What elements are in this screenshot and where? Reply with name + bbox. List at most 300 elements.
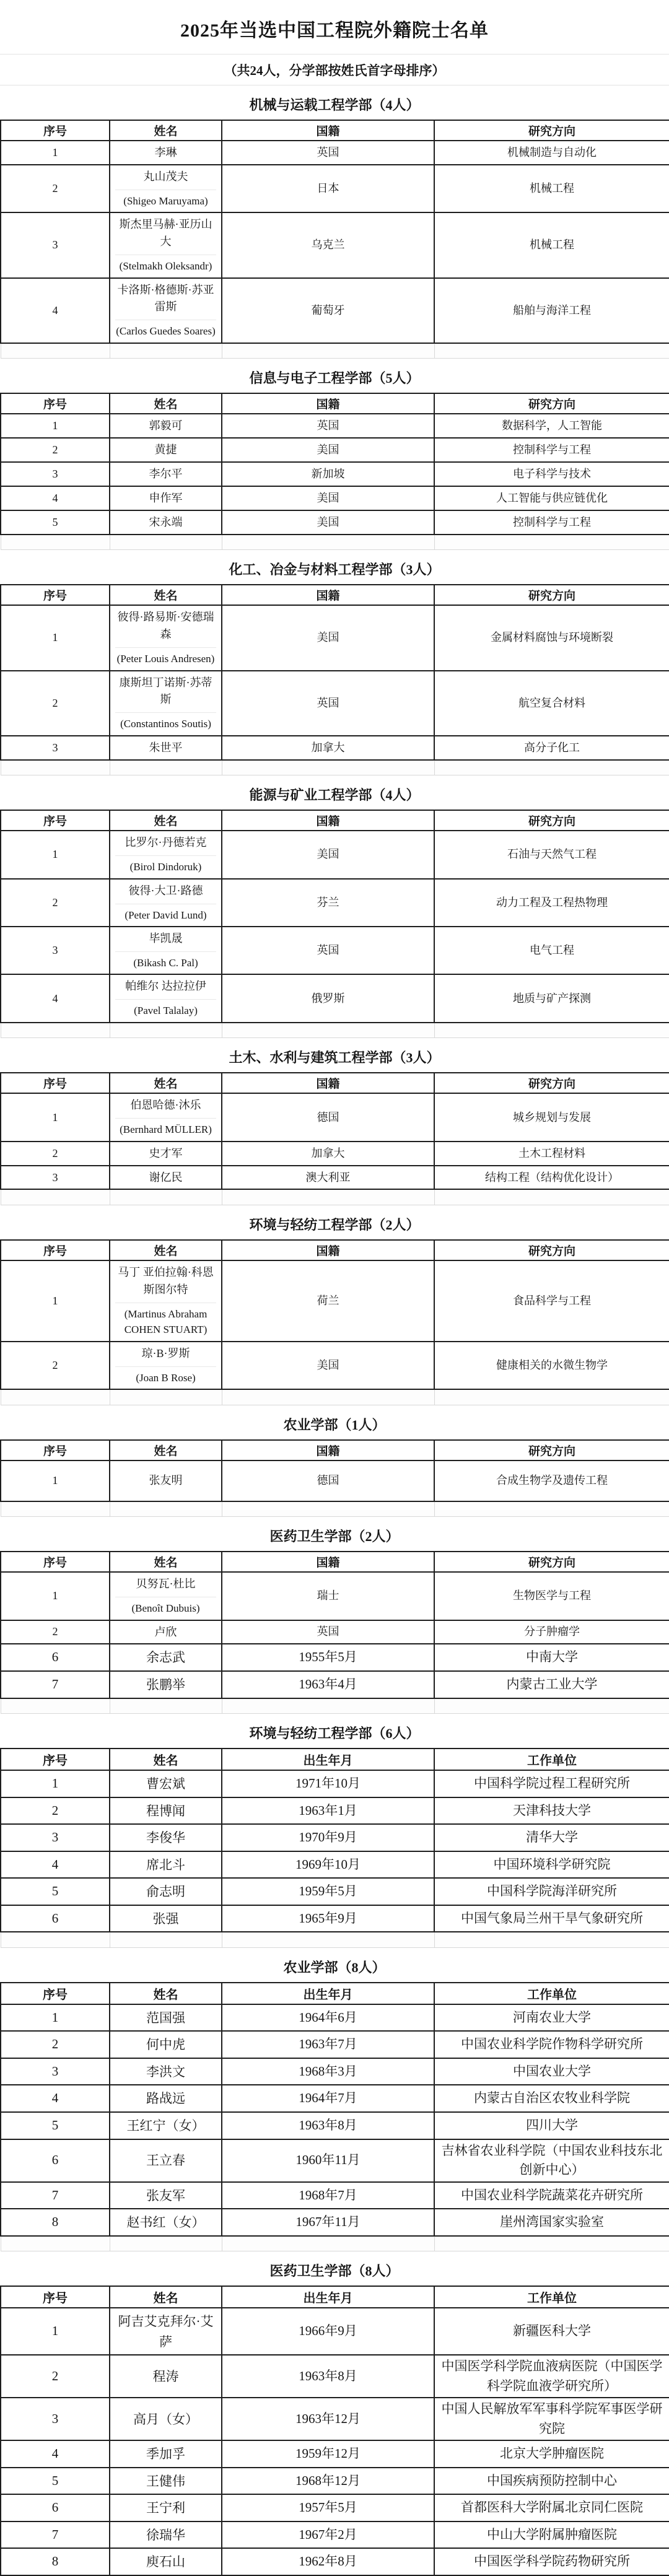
cell-name: [110, 2355, 222, 2398]
name-chinese: 毕凯晟: [115, 928, 216, 952]
name-chinese: 范国强: [146, 2010, 185, 2025]
spacer-cell: [110, 760, 222, 775]
spacer-cell: [1, 1932, 110, 1947]
table-row: [1, 1644, 669, 1671]
cell-nationality: 日本: [222, 165, 434, 212]
cell-birth-date: 1969年10月: [222, 1851, 434, 1879]
table-row: [1, 671, 669, 736]
name-chinese: 张友军: [146, 2188, 185, 2203]
column-header: 研究方向: [434, 393, 669, 414]
cell-serial: 1: [1, 414, 110, 438]
table-row: [1, 414, 669, 438]
header-row: [1, 1440, 669, 1460]
table-row: [1, 736, 669, 760]
cell-serial: 6: [1, 2494, 110, 2521]
cell-work-unit: 中南大学: [434, 1644, 669, 1671]
cell-research-direction: 金属材料腐蚀与环境断裂: [434, 605, 669, 670]
cell-name: [110, 510, 222, 535]
cell-serial: 2: [1, 165, 110, 212]
cell-work-unit: 新疆医科大学: [434, 2308, 669, 2355]
cell-nationality: 新加坡: [222, 462, 434, 486]
cell-work-unit: 中国科学院过程工程研究所: [434, 1770, 669, 1797]
spacer-cell: [434, 1389, 669, 1405]
cell-nationality: 澳大利亚: [222, 1166, 434, 1190]
cell-research-direction: 食品科学与工程: [434, 1260, 669, 1342]
cell-work-unit: 北京大学肿瘤医院: [434, 2440, 669, 2468]
document-title: 2025年当选中国工程院外籍院士名单: [180, 20, 489, 41]
column-header: 序号: [1, 120, 110, 141]
name-chinese: 马丁 亚伯拉翰·科恩斯图尔特: [115, 1262, 216, 1303]
cell-name: [110, 2058, 222, 2085]
header-row: [1, 810, 669, 831]
table-row: [1, 2085, 669, 2112]
table-row: [1, 486, 669, 510]
name-chinese: 彼得·路易斯·安德瑞森: [115, 607, 216, 648]
name-chinese: 张友明: [149, 1474, 183, 1487]
spacer-row: [1, 535, 669, 550]
name-chinese: 谢亿民: [149, 1171, 183, 1184]
table-row: [1, 605, 669, 670]
cell-serial: 2: [1, 671, 110, 736]
cell-work-unit: 中国农业科学院蔬菜花卉研究所: [434, 2182, 669, 2209]
cell-name: [110, 438, 222, 462]
column-header: 研究方向: [434, 1552, 669, 1572]
name-chinese: 路战远: [146, 2091, 185, 2107]
name-english: (Peter Louis Andresen): [116, 653, 215, 665]
table-row: [1, 974, 669, 1022]
name-chinese: 卢欣: [154, 1625, 177, 1638]
roster-table: [0, 2286, 669, 2576]
name-chinese: 曹宏斌: [146, 1776, 185, 1792]
column-header: 序号: [1, 393, 110, 414]
column-header: 序号: [1, 2286, 110, 2308]
cell-birth-date: 1957年5月: [222, 2494, 434, 2521]
cell-name: [110, 1342, 222, 1389]
spacer-row: [1, 343, 669, 359]
spacer-row: [1, 1501, 669, 1517]
name-chinese: 卡洛斯·格德斯·苏亚雷斯: [115, 280, 216, 321]
name-chinese: 丸山茂夫: [115, 167, 216, 190]
column-header: 姓名: [110, 585, 222, 605]
cell-name: [110, 879, 222, 927]
section-title: 医药卫生学部（2人）: [269, 1529, 400, 1545]
cell-research-direction: 电子科学与技术: [434, 462, 669, 486]
cell-birth-date: 1959年12月: [222, 2440, 434, 2468]
column-header: 国籍: [222, 1440, 434, 1460]
table-row: [1, 2112, 669, 2139]
roster-table: [0, 393, 669, 550]
cell-work-unit: 中国疾病预防控制中心: [434, 2468, 669, 2495]
table-row: [1, 1797, 669, 1825]
cell-serial: 1: [1, 605, 110, 670]
name-english: (Bernhard MÜLLER): [120, 1124, 212, 1136]
cell-birth-date: 1968年3月: [222, 2058, 434, 2085]
table-row: [1, 927, 669, 974]
department-section: [0, 1517, 669, 1714]
column-header: 序号: [1, 1552, 110, 1572]
name-chinese: 伯恩哈德·沐乐: [115, 1095, 216, 1119]
cell-research-direction: 电气工程: [434, 927, 669, 974]
spacer-cell: [1, 343, 110, 359]
cell-serial: 3: [1, 462, 110, 486]
column-header: 研究方向: [434, 1073, 669, 1093]
table-row: [1, 1770, 669, 1797]
cell-research-direction: 船舶与海洋工程: [434, 278, 669, 343]
cell-birth-date: 1966年9月: [222, 2308, 434, 2355]
name-chinese: 王宁利: [146, 2500, 185, 2516]
header-row: [1, 2286, 669, 2308]
cell-work-unit: 中国科学院海洋研究所: [434, 1878, 669, 1905]
column-header: 国籍: [222, 810, 434, 831]
cell-serial: 5: [1, 2112, 110, 2139]
header-row: [1, 1749, 669, 1770]
header-row: [1, 393, 669, 414]
cell-serial: 1: [1, 141, 110, 165]
cell-research-direction: 机械制造与自动化: [434, 141, 669, 165]
cell-work-unit: 天津科技大学: [434, 1797, 669, 1825]
department-section: [0, 775, 669, 1038]
spacer-cell: [434, 1698, 669, 1714]
section-title: 农业学部（1人）: [283, 1417, 386, 1433]
spacer-cell: [110, 1189, 222, 1205]
name-chinese: 李琳: [154, 146, 177, 159]
department-section: [0, 1948, 669, 2251]
table-row: [1, 1878, 669, 1905]
cell-name: [110, 671, 222, 736]
name-english: (Stelmakh Oleksandr): [119, 260, 212, 273]
roster-table: [0, 120, 669, 359]
cell-serial: 1: [1, 1460, 110, 1501]
cell-work-unit: 中国人民解放军军事科学院军事医学研究院: [434, 2398, 669, 2440]
cell-name: [110, 165, 222, 212]
column-header: 姓名: [110, 1983, 222, 2004]
name-chinese: 张鹏举: [146, 1677, 185, 1692]
department-section: [0, 1205, 669, 1405]
table-row: [1, 1671, 669, 1698]
column-header: 研究方向: [434, 1240, 669, 1260]
cell-serial: 1: [1, 1260, 110, 1342]
cell-serial: 5: [1, 2468, 110, 2495]
cell-name: [110, 1770, 222, 1797]
cell-name: [110, 1093, 222, 1141]
cell-work-unit: 中国医学科学院药物研究所: [434, 2548, 669, 2575]
cell-research-direction: 土木工程材料: [434, 1142, 669, 1166]
column-header: 姓名: [110, 810, 222, 831]
table-row: [1, 2494, 669, 2521]
table-row: [1, 141, 669, 165]
spacer-cell: [1, 1389, 110, 1405]
section-title: 环境与轻纺工程学部（6人）: [249, 1726, 420, 1742]
name-chinese: 郭毅可: [149, 419, 183, 432]
name-chinese: 张强: [152, 1911, 179, 1926]
sections-container: [0, 85, 669, 2576]
cell-nationality: 美国: [222, 510, 434, 535]
column-header: 序号: [1, 1749, 110, 1770]
name-chinese: 申作军: [149, 492, 183, 505]
cell-nationality: 英国: [222, 671, 434, 736]
name-chinese: 赵书红（女）: [126, 2215, 205, 2230]
name-chinese: 李洪文: [146, 2064, 185, 2079]
spacer-cell: [1, 535, 110, 550]
cell-birth-date: 1963年4月: [222, 1671, 434, 1698]
spacer-cell: [434, 1023, 669, 1038]
cell-serial: 4: [1, 278, 110, 343]
cell-serial: 2: [1, 1620, 110, 1644]
cell-name: [110, 736, 222, 760]
cell-name: [110, 2398, 222, 2440]
spacer-cell: [110, 1501, 222, 1517]
column-header: 姓名: [110, 1073, 222, 1093]
cell-work-unit: 吉林省农业科学院（中国农业科技东北创新中心）: [434, 2139, 669, 2182]
cell-nationality: 美国: [222, 605, 434, 670]
table-row: [1, 2004, 669, 2032]
cell-serial: 6: [1, 1644, 110, 1671]
cell-serial: 6: [1, 1905, 110, 1932]
spacer-row: [1, 1389, 669, 1405]
cell-serial: 7: [1, 2521, 110, 2549]
cell-name: [110, 141, 222, 165]
cell-name: [110, 1671, 222, 1698]
cell-research-direction: 合成生物学及遗传工程: [434, 1460, 669, 1501]
name-english: (Peter David Lund): [125, 909, 207, 921]
table-row: [1, 462, 669, 486]
spacer-cell: [222, 343, 434, 359]
name-chinese: 程涛: [152, 2369, 179, 2384]
cell-birth-date: 1971年10月: [222, 1770, 434, 1797]
name-chinese: 琼·B·罗斯: [115, 1343, 216, 1367]
cell-serial: 4: [1, 2085, 110, 2112]
cell-serial: 6: [1, 2139, 110, 2182]
cell-work-unit: 中山大学附属肿瘤医院: [434, 2521, 669, 2549]
spacer-row: [1, 760, 669, 775]
section-title: 机械与运载工程学部（4人）: [249, 97, 420, 113]
cell-name: [110, 414, 222, 438]
cell-name: [110, 1905, 222, 1932]
roster-table: [0, 1072, 669, 1205]
spacer-cell: [1, 1189, 110, 1205]
column-header: 姓名: [110, 1552, 222, 1572]
cell-research-direction: 地质与矿产探测: [434, 974, 669, 1022]
cell-work-unit: 中国环境科学研究院: [434, 1851, 669, 1879]
column-header: 序号: [1, 810, 110, 831]
header-row: [1, 585, 669, 605]
name-english: (Benoît Dubuis): [131, 1602, 200, 1615]
section-title: 环境与轻纺工程学部（2人）: [249, 1216, 420, 1233]
spacer-cell: [222, 1389, 434, 1405]
column-header: 工作单位: [434, 1749, 669, 1770]
table-row: [1, 1093, 669, 1141]
column-header: 姓名: [110, 393, 222, 414]
column-header: 出生年月: [222, 1749, 434, 1770]
spacer-cell: [222, 1501, 434, 1517]
cell-work-unit: 崖州湾国家实验室: [434, 2209, 669, 2236]
table-row: [1, 2182, 669, 2209]
cell-name: [110, 2031, 222, 2058]
header-row: [1, 1552, 669, 1572]
table-row: [1, 2548, 669, 2575]
cell-serial: 7: [1, 1671, 110, 1698]
column-header: 国籍: [222, 585, 434, 605]
spacer-cell: [222, 1932, 434, 1947]
cell-name: [110, 1460, 222, 1501]
name-chinese: 庾石山: [146, 2554, 185, 2570]
spacer-cell: [222, 1189, 434, 1205]
name-chinese: 席北斗: [146, 1857, 185, 1872]
column-header: 姓名: [110, 1749, 222, 1770]
column-header: 姓名: [110, 120, 222, 141]
cell-name: [110, 2139, 222, 2182]
spacer-cell: [434, 1501, 669, 1517]
column-header: 研究方向: [434, 585, 669, 605]
cell-name: [110, 1142, 222, 1166]
cell-research-direction: 高分子化工: [434, 736, 669, 760]
name-chinese: 宋永端: [149, 515, 183, 528]
cell-work-unit: 中国农业大学: [434, 2058, 669, 2085]
spacer-cell: [1, 1698, 110, 1714]
spacer-cell: [434, 1932, 669, 1947]
cell-research-direction: 人工智能与供应链优化: [434, 486, 669, 510]
name-chinese: 王立春: [146, 2153, 185, 2168]
column-header: 研究方向: [434, 810, 669, 831]
cell-research-direction: 机械工程: [434, 212, 669, 277]
cell-nationality: 瑞士: [222, 1572, 434, 1620]
header-row: [1, 1240, 669, 1260]
roster-table: [0, 1551, 669, 1714]
table-row: [1, 1620, 669, 1644]
cell-serial: 3: [1, 736, 110, 760]
cell-name: [110, 1166, 222, 1190]
cell-birth-date: 1963年8月: [222, 2112, 434, 2139]
cell-birth-date: 1963年8月: [222, 2355, 434, 2398]
cell-nationality: 英国: [222, 414, 434, 438]
column-header: 序号: [1, 1983, 110, 2004]
cell-serial: 3: [1, 927, 110, 974]
cell-nationality: 美国: [222, 831, 434, 878]
cell-nationality: 德国: [222, 1460, 434, 1501]
table-row: [1, 2031, 669, 2058]
cell-name: [110, 2112, 222, 2139]
header-row: [1, 1983, 669, 2004]
cell-research-direction: 健康相关的水微生物学: [434, 1342, 669, 1389]
cell-serial: 5: [1, 510, 110, 535]
cell-name: [110, 2308, 222, 2355]
document-subtitle: （共24人，分学部按姓氏首字母排序）: [224, 63, 445, 78]
cell-research-direction: 控制科学与工程: [434, 438, 669, 462]
name-chinese: 史才军: [149, 1146, 183, 1159]
department-section: [0, 1405, 669, 1517]
cell-nationality: 美国: [222, 1342, 434, 1389]
cell-name: [110, 2440, 222, 2468]
roster-table: [0, 1982, 669, 2251]
cell-name: [110, 974, 222, 1022]
cell-serial: 4: [1, 486, 110, 510]
cell-birth-date: 1967年11月: [222, 2209, 434, 2236]
cell-research-direction: 分子肿瘤学: [434, 1620, 669, 1644]
roster-table: [0, 1239, 669, 1405]
header-row: [1, 120, 669, 141]
column-header: 序号: [1, 1073, 110, 1093]
table-row: [1, 165, 669, 212]
column-header: 姓名: [110, 2286, 222, 2308]
name-chinese: 王红宁（女）: [126, 2118, 205, 2133]
cell-serial: 7: [1, 2182, 110, 2209]
cell-birth-date: 1964年7月: [222, 2085, 434, 2112]
cell-name: [110, 1824, 222, 1851]
table-row: [1, 2398, 669, 2440]
name-chinese: 李俊华: [146, 1830, 185, 1846]
column-header: 出生年月: [222, 2286, 434, 2308]
cell-serial: 4: [1, 1851, 110, 1879]
section-title: 土木、水利与建筑工程学部（3人）: [229, 1050, 440, 1066]
table-row: [1, 1142, 669, 1166]
cell-name: [110, 2182, 222, 2209]
cell-serial: 3: [1, 2058, 110, 2085]
cell-birth-date: 1968年12月: [222, 2468, 434, 2495]
cell-research-direction: 控制科学与工程: [434, 510, 669, 535]
spacer-cell: [222, 535, 434, 550]
cell-birth-date: 1970年9月: [222, 1824, 434, 1851]
cell-birth-date: 1959年5月: [222, 1878, 434, 1905]
spacer-cell: [110, 1698, 222, 1714]
cell-nationality: 美国: [222, 438, 434, 462]
name-english: (Shigeo Maruyama): [123, 194, 208, 207]
section-title: 农业学部（8人）: [283, 1959, 386, 1975]
cell-work-unit: 内蒙古自治区农牧业科学院: [434, 2085, 669, 2112]
cell-serial: 5: [1, 1878, 110, 1905]
name-chinese: 俞志明: [146, 1884, 185, 1900]
cell-serial: 2: [1, 438, 110, 462]
table-row: [1, 1460, 669, 1501]
department-section: [0, 85, 669, 359]
department-section: [0, 550, 669, 775]
name-chinese: 帕维尔 达拉拉伊: [115, 976, 216, 1000]
cell-name: [110, 2085, 222, 2112]
cell-name: [110, 1644, 222, 1671]
cell-research-direction: 动力工程及工程热物理: [434, 879, 669, 927]
cell-name: [110, 2209, 222, 2236]
cell-serial: 8: [1, 2548, 110, 2575]
department-section: [0, 1714, 669, 1948]
cell-name: [110, 2494, 222, 2521]
name-english: (Bikash C. Pal): [133, 956, 198, 969]
cell-name: [110, 927, 222, 974]
cell-nationality: 俄罗斯: [222, 974, 434, 1022]
column-header: 序号: [1, 1240, 110, 1260]
name-chinese: 何中虎: [146, 2037, 185, 2053]
column-header: 姓名: [110, 1440, 222, 1460]
cell-nationality: 加拿大: [222, 736, 434, 760]
spacer-cell: [1, 1501, 110, 1517]
cell-serial: 3: [1, 2398, 110, 2440]
roster-table: [0, 1748, 669, 1948]
column-header: 国籍: [222, 393, 434, 414]
column-header: 工作单位: [434, 2286, 669, 2308]
cell-research-direction: 机械工程: [434, 165, 669, 212]
name-chinese: 比罗尔·丹德若克: [115, 832, 216, 856]
column-header: 工作单位: [434, 1983, 669, 2004]
spacer-cell: [222, 1698, 434, 1714]
cell-name: [110, 1620, 222, 1644]
spacer-row: [1, 1932, 669, 1947]
name-chinese: 王健伟: [146, 2473, 185, 2489]
cell-serial: 2: [1, 1142, 110, 1166]
name-english: (Martinus Abraham COHEN STUART): [124, 1308, 208, 1336]
column-header: 研究方向: [434, 1440, 669, 1460]
table-row: [1, 1851, 669, 1879]
name-chinese: 余志武: [146, 1650, 185, 1666]
cell-serial: 3: [1, 212, 110, 277]
spacer-cell: [222, 2236, 434, 2251]
